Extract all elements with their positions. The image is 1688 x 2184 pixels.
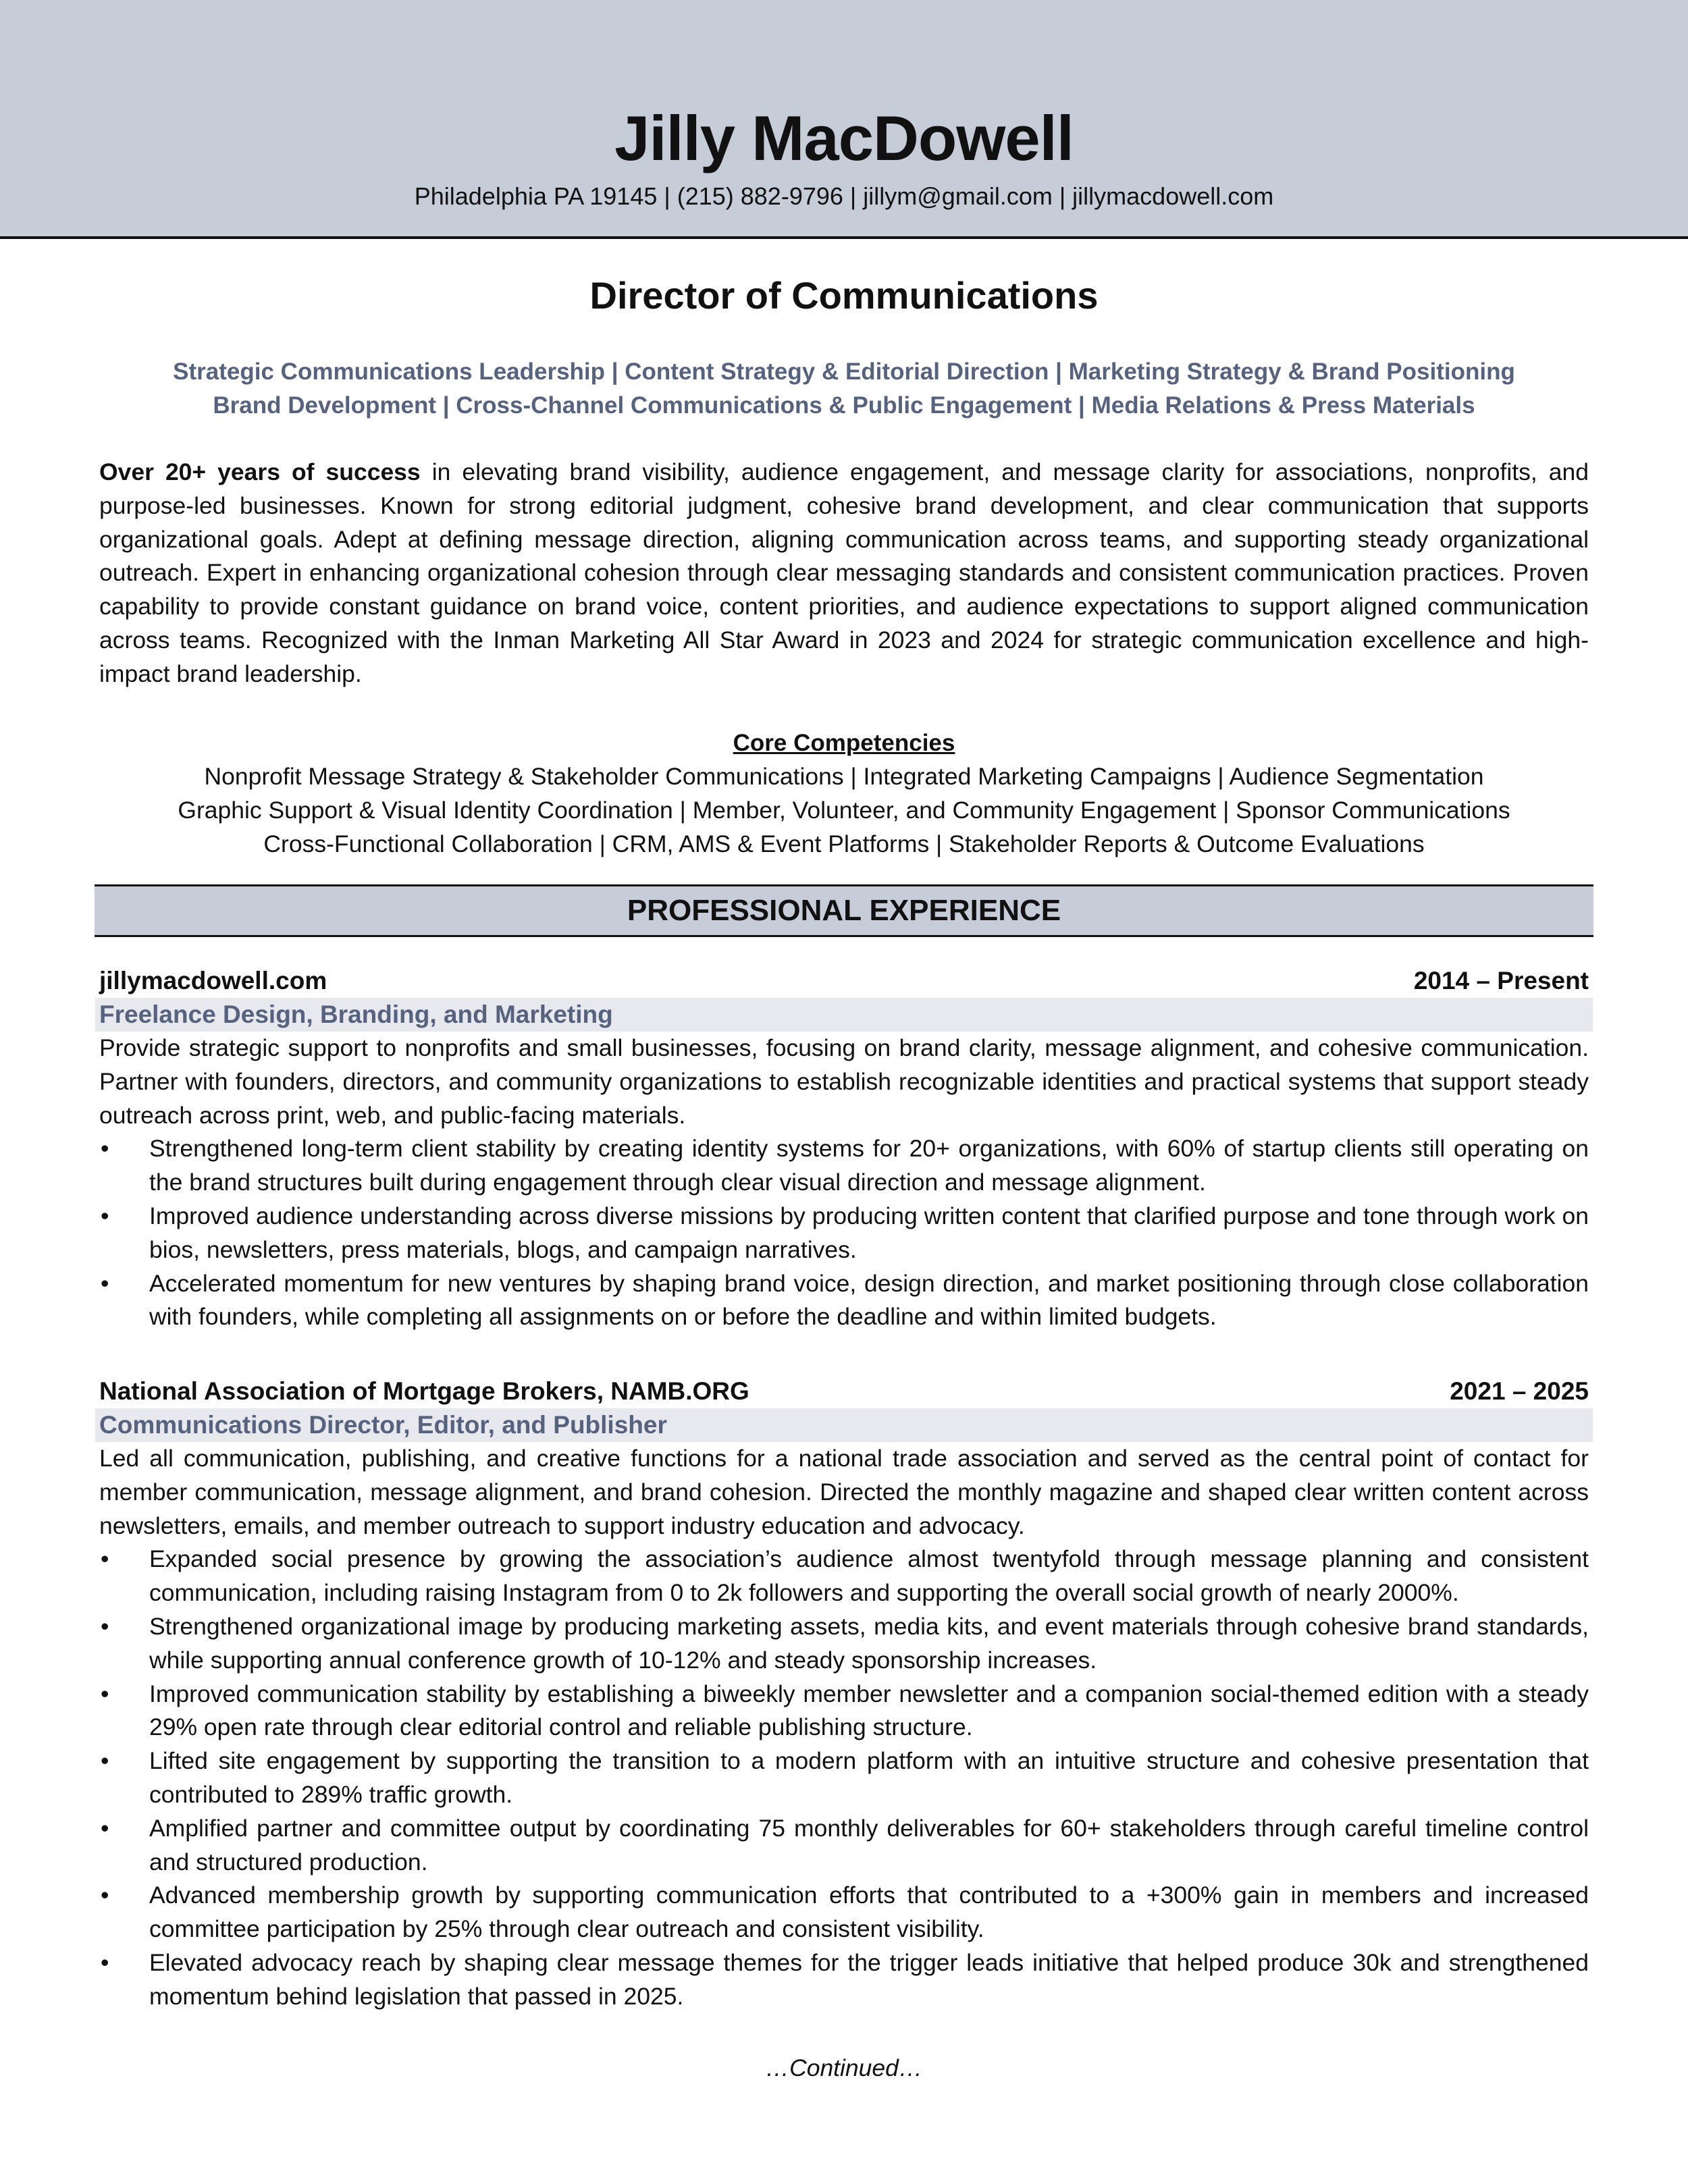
competency-line: Graphic Support & Visual Identity Coordination | Member, Volunteer, and Community Engagement | Sponsor Communications [178, 796, 1510, 824]
achievement-text: Expanded social presence by growing the association’s audience almost twentyfold through message planning and consistent communication, including raising Instagram from 0 to 2k followers and supporting the overall social growth of nearly 2000%. [149, 1545, 1589, 1607]
resume-title: Director of Communications [589, 274, 1099, 317]
job-role: Freelance Design, Branding, and Marketing [95, 998, 1593, 1032]
job-dates: 2014 – Present [1413, 967, 1589, 994]
achievement-item [99, 1879, 1589, 1946]
achievement-text: Advanced membership growth by supporting communication efforts that contributed to a +300% gain in members and increased committee participation by 25% through clear outreach and consistent visibility. [149, 1882, 1589, 1943]
job-description: Led all communication, publishing, and creative functions for a national trade association and served as the central point of contact for member communication, message alignment, and brand cohesion. Directed the monthly magazine and shaped clear written content across newsletters, emails, and member outreach to support industry education and advocacy. [99, 1445, 1589, 1539]
achievement-item [99, 1267, 1589, 1335]
bullet-icon: • [101, 1814, 109, 1842]
bullet-icon: • [101, 1269, 109, 1297]
bullet-icon: • [101, 1948, 109, 1976]
achievement-item [99, 1132, 1589, 1200]
bullet-icon: • [101, 1135, 109, 1163]
continued-note: …Continued… [765, 2054, 923, 2081]
achievement-text: Accelerated momentum for new ventures by shaping brand voice, design direction, and market positioning through close collaboration with founders, while completing all assignments on or before the deadline and within limited budgets. [149, 1269, 1589, 1331]
achievement-text: Strengthened long-term client stability by creating identity systems for 20+ organizations, with 60% of startup clients still operating on the brand structures built during engagement through clear visual direction and message alignment. [149, 1135, 1589, 1196]
achievement-text: Lifted site engagement by supporting the transition to a modern platform with an intuitive structure and cohesive presentation that contributed to 289% traffic growth. [149, 1747, 1589, 1808]
specialties [95, 355, 1593, 423]
job-header [99, 1375, 1589, 1408]
bullet-icon: • [101, 1612, 109, 1640]
bullet-icon: • [101, 1747, 109, 1775]
summary-paragraph [99, 456, 1589, 691]
achievement-item [99, 1678, 1589, 1745]
achievement-item [99, 1543, 1589, 1610]
achievement-text: Elevated advocacy reach by shaping clear message themes for the trigger leads initiative that helped produce 30k and strengthened momentum behind legislation that passed in 2025. [149, 1948, 1589, 2010]
specialties-line: Brand Development | Cross-Channel Communications & Public Engagement | Media Relations & Press Materials [213, 392, 1475, 419]
job-description: Provide strategic support to nonprofits and small businesses, focusing on brand clarity, message alignment, and cohesive communication. Partner with founders, directors, and community organizations to establish recognizable identities and practical systems that support steady outreach across print, web, and public-facing materials. [99, 1034, 1589, 1129]
job-header [99, 964, 1589, 998]
specialties-line: Strategic Communications Leadership | Content Strategy & Editorial Direction | Marketing Strategy & Brand Positioning [173, 358, 1515, 385]
competency-line: Nonprofit Message Strategy & Stakeholder Communications | Integrated Marketing Campaigns | Audience Segmentation [204, 763, 1484, 790]
job-organization: National Association of Mortgage Brokers, NAMB.ORG [99, 1377, 749, 1405]
job-entry [99, 964, 1589, 1334]
achievement-text: Strengthened organizational image by producing marketing assets, media kits, and event materials through cohesive brand standards, while supporting annual conference growth of 10-12% and steady sponsorship increases. [149, 1612, 1589, 1674]
job-role: Communications Director, Editor, and Publisher [95, 1408, 1593, 1442]
achievement-item [99, 1744, 1589, 1812]
achievement-item [99, 1610, 1589, 1678]
job-entry [99, 1375, 1589, 2014]
summary-text: in elevating brand visibility, audience engagement, and message clarity for associations, nonprofits, and purpose-led businesses. Known for strong editorial judgment, cohesive brand development, and clear communication that supports organizational goals. Adept at defining message direction, aligning communication across teams, and supporting steady organizational outreach. Expert in enhancing organizational cohesion through clear messaging standards and consistent communication practices. Proven capability to provide constant guidance on brand voice, content priorities, and audience expectations to support aligned communication across teams. Recognized with the Inman Marketing All Star Award in 2023 and 2024 for strategic communication excellence and high-impact brand leadership. [99, 458, 1589, 687]
section-heading-experience: PROFESSIONAL EXPERIENCE [95, 884, 1593, 937]
achievement-item [99, 1946, 1589, 2014]
job-organization: jillymacdowell.com [99, 967, 327, 994]
bullet-icon: • [101, 1202, 109, 1229]
summary-lead: Over 20+ years of success [99, 458, 421, 485]
core-competencies-heading: Core Competencies [733, 730, 955, 756]
bullet-icon: • [101, 1680, 109, 1707]
candidate-name: Jilly MacDowell [614, 103, 1074, 174]
core-competencies [68, 760, 1620, 861]
achievement-text: Improved communication stability by establishing a biweekly member newsletter and a companion social-themed edition with a steady 29% open rate through clear editorial control and reliable publishing structure. [149, 1680, 1589, 1741]
achievement-text: Improved audience understanding across diverse missions by producing written content that clarified purpose and tone through work on bios, newsletters, press materials, blogs, and campaign narratives. [149, 1202, 1589, 1263]
competency-line: Cross-Functional Collaboration | CRM, AMS & Event Platforms | Stakeholder Reports & Outcome Evaluations [263, 830, 1425, 857]
achievement-list [99, 1132, 1589, 1334]
achievement-item [99, 1200, 1589, 1267]
job-dates: 2021 – 2025 [1450, 1377, 1589, 1405]
bullet-icon: • [101, 1545, 109, 1573]
contact-line: Philadelphia PA 19145 | (215) 882-9796 | jillym@gmail.com | jillymacdowell.com [414, 182, 1274, 210]
achievement-list [99, 1543, 1589, 2013]
achievement-text: Amplified partner and committee output by coordinating 75 monthly deliverables for 60+ stakeholders through careful timeline control and structured production. [149, 1814, 1589, 1875]
achievement-item [99, 1812, 1589, 1880]
bullet-icon: • [101, 1882, 109, 1909]
